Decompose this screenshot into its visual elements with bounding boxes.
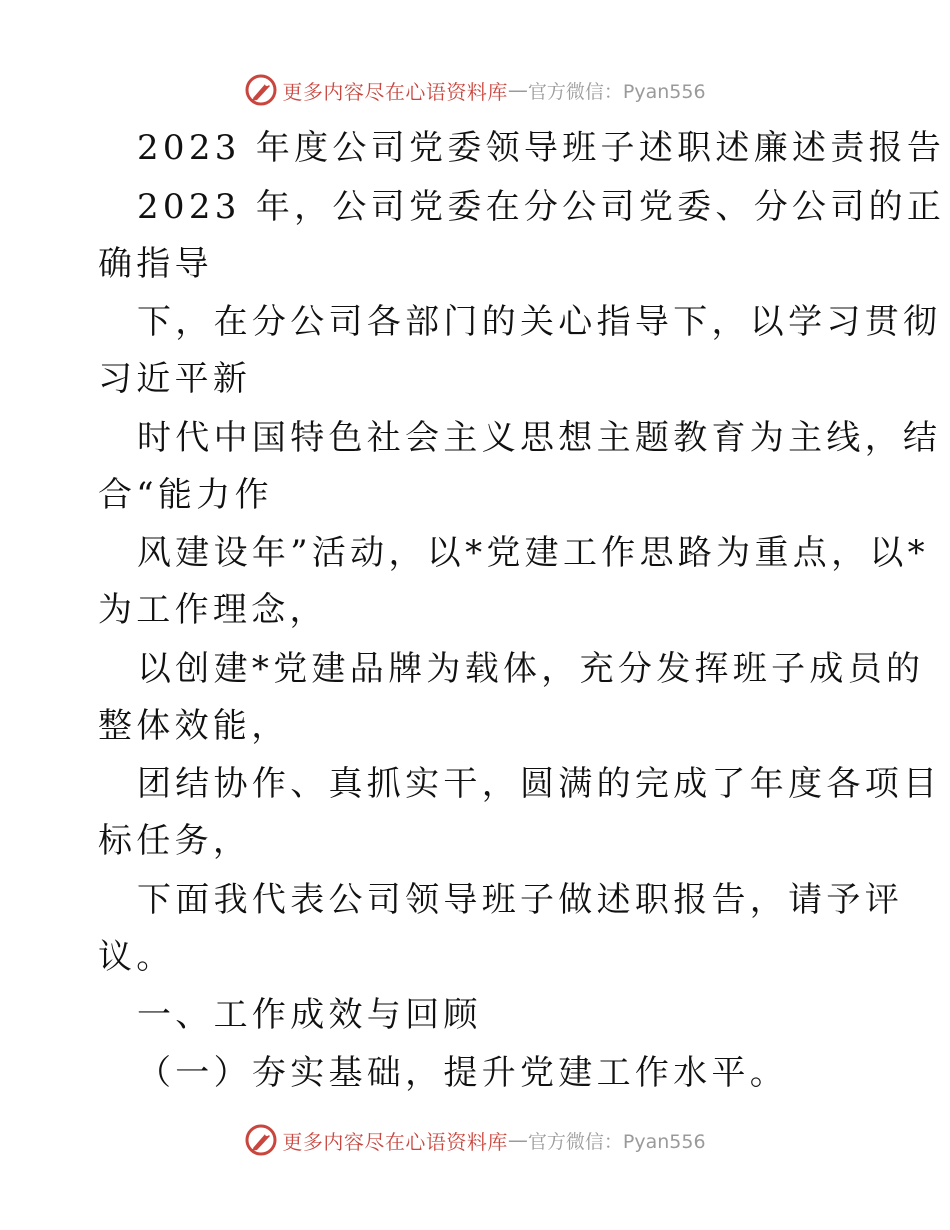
watermark-wechat: 官方微信：Pyan556 [527, 80, 706, 103]
watermark-separator: — [507, 78, 528, 102]
paragraph-line: 标任务， [98, 821, 252, 861]
footer-watermark [0, 1120, 950, 1160]
paragraph-line: 习近平新 [98, 359, 252, 399]
pen-logo-icon [244, 1123, 278, 1157]
paragraph-line: 时代中国特色社会主义思想主题教育为主线，结 [137, 418, 942, 458]
watermark-separator: — [507, 1128, 528, 1152]
subsection-heading: （一）夯实基础，提升党建工作水平。 [137, 1053, 789, 1093]
watermark-brand: 更多内容尽在心语资料库 [282, 79, 508, 104]
paragraph-line: 为工作理念， [98, 590, 328, 630]
paragraph-line: 以创建*党建品牌为载体，充分发挥班子成员的 [137, 649, 925, 689]
paragraph-line: 整体效能， [98, 706, 290, 746]
paragraph-line: 合“能力作 [98, 475, 273, 515]
watermark-brand: 更多内容尽在心语资料库 [282, 1129, 508, 1154]
paragraph-line: 团结协作、真抓实干，圆满的完成了年度各项目 [137, 764, 942, 804]
paragraph-line: 下面我代表公司领导班子做述职报告，请予评 [137, 880, 903, 920]
paragraph-line: 下，在分公司各部门的关心指导下，以学习贯彻 [137, 302, 942, 342]
paragraph-line: 2023 年，公司党委在分公司党委、分公司的正 [137, 187, 946, 227]
document-title: 2023 年度公司党委领导班子述职述廉述责报告 [137, 128, 946, 168]
paragraph-line: 确指导 [98, 244, 213, 284]
paragraph-line: 风建设年”活动，以*党建工作思路为重点，以* [137, 533, 929, 573]
paragraph-line: 议。 [98, 937, 175, 977]
watermark-wechat: 官方微信：Pyan556 [527, 1130, 706, 1153]
section-heading: 一、工作成效与回顾 [137, 995, 482, 1035]
